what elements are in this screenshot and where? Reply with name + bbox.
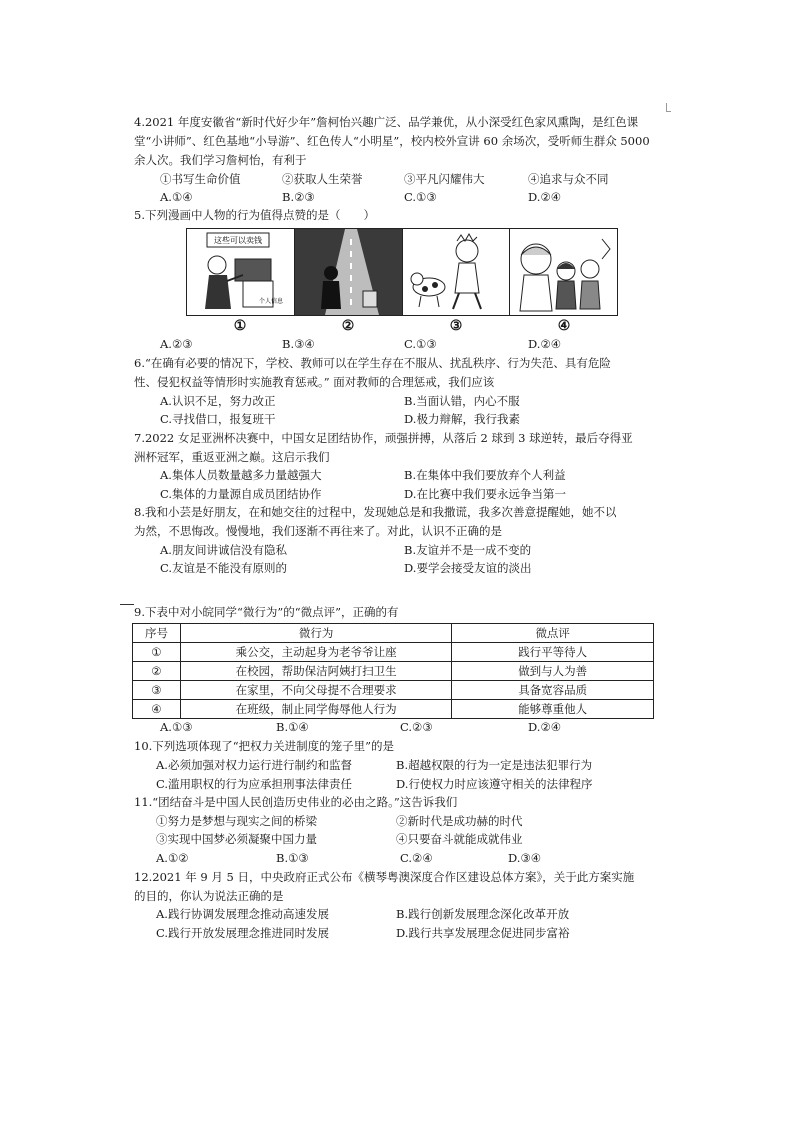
cell-comment: 做到与人为善 (452, 662, 654, 681)
q8-line-2: 为然，不思悔改。慢慢地，我们逐渐不再往来了。对此，认识不正确的是 (134, 524, 502, 538)
q11-item-3: ③实现中国梦必须凝聚中国力量 (156, 832, 317, 846)
q10-option-a[interactable]: A.必须加强对权力运行进行制约和监督 (156, 758, 352, 772)
q4-item-4: ④追求与众不同 (528, 172, 609, 186)
q7-option-a[interactable]: A.集体人员数量越多力量越强大 (160, 468, 322, 482)
q10-option-b[interactable]: B.超越权限的行为一定是违法犯罪行为 (396, 758, 593, 772)
q9-option-a[interactable]: A.①③ (160, 720, 193, 734)
cell-index: ① (133, 643, 181, 662)
table-header-row (133, 624, 654, 643)
header-index: 序号 (133, 624, 181, 643)
header-behavior: 微行为 (180, 624, 451, 643)
q7-option-c[interactable]: C.集体的力量源自成员团结协作 (160, 487, 322, 501)
panel1-sign-text-2: 个人信息 (258, 298, 284, 305)
cell-comment: 具备宽容品质 (452, 681, 654, 700)
q11-option-a[interactable]: A.①② (156, 851, 189, 865)
comic-panel-2 (295, 229, 403, 315)
q11-option-c[interactable]: C.②④ (400, 851, 433, 865)
comic-panel-3 (403, 229, 511, 315)
q8-line-1: 8.我和小芸是好朋友，在和她交往的过程中，发现她总是和我撒谎，我多次善意提醒她，她不以 (134, 505, 617, 519)
comic-panel-labels (186, 318, 618, 334)
q4-option-b[interactable]: B.②③ (282, 190, 315, 204)
q7-option-b[interactable]: B.在集体中我们要放弃个人利益 (404, 468, 566, 482)
q12-line-1: 12.2021 年 9 月 5 日，中央政府正式公布《横琴粤澳深度合作区建设总体方案》，关于此方案实施 (134, 870, 635, 884)
q12-option-c[interactable]: C.践行开放发展理念推进同时发展 (156, 926, 330, 940)
q4-option-d[interactable]: D.②④ (528, 190, 562, 204)
q10-option-c[interactable]: C.滥用职权的行为应承担刑事法律责任 (156, 777, 353, 791)
q6-line-1: 6.“在确有必要的情况下，学校、教师可以在学生存在不服从、扰乱秩序、行为失范、具有危险 (134, 356, 611, 370)
comic-panel-1 (187, 229, 295, 315)
panel-label-1: ① (233, 318, 247, 334)
q9-stem: 9.下表中对小皖同学“微行为”的“微点评”，正确的有 (134, 605, 399, 619)
q9-option-b[interactable]: B.①④ (276, 720, 309, 734)
q4-item-3: ③平凡闪耀伟大 (404, 172, 485, 186)
q5-option-a[interactable]: A.②③ (160, 337, 193, 351)
panel1-sign-text: 这些可以卖钱 (214, 236, 262, 245)
cell-comment: 能够尊重他人 (452, 700, 654, 719)
q8-option-b[interactable]: B.友谊并不是一成不变的 (404, 543, 532, 557)
q12-option-b[interactable]: B.践行创新发展理念深化改革开放 (396, 907, 570, 921)
q11-option-b[interactable]: B.①③ (276, 851, 309, 865)
q5-option-d[interactable]: D.②④ (528, 337, 562, 351)
panel-label-3: ③ (449, 318, 463, 334)
q4-item-1: ①书写生命价值 (160, 172, 241, 186)
q9-table (132, 623, 654, 719)
header-comment: 微点评 (452, 624, 654, 643)
q11-item-4: ④只要奋斗就能成就伟业 (396, 832, 523, 846)
cell-index: ③ (133, 681, 181, 700)
panel-label-4: ④ (557, 318, 571, 334)
q4-line-3: 余人次。我们学习詹柯怡，有利于 (134, 153, 307, 167)
cell-behavior: 在家里，不向父母提不合理要求 (180, 681, 451, 700)
q4-line-1: 4.2021 年度安徽省“新时代好少年”詹柯怡兴趣广泛、品学兼优，从小深受红色家风熏陶，是红色课 (134, 115, 639, 129)
q5-stem: 5.下列漫画中人物的行为值得点赞的是（ ） (134, 208, 375, 222)
q4-option-a[interactable]: A.①④ (160, 190, 193, 204)
cell-behavior: 在校园，帮助保洁阿姨打扫卫生 (180, 662, 451, 681)
q6-option-b[interactable]: B.当面认错，内心不服 (404, 394, 520, 408)
q10-option-d[interactable]: D.行使权力时应该遵守相关的法律程序 (396, 777, 593, 791)
comic-panel-4 (510, 229, 617, 315)
cell-index: ② (133, 662, 181, 681)
q12-option-d[interactable]: D.践行共享发展理念促进同步富裕 (396, 926, 570, 940)
scan-corner-mark (666, 103, 671, 112)
q5-option-b[interactable]: B.③④ (282, 337, 315, 351)
q6-option-c[interactable]: C.寻找借口，报复班干 (160, 412, 276, 426)
q11-stem: 11.“团结奋斗是中国人民创造历史伟业的必由之路。”这告诉我们 (134, 795, 458, 809)
q7-line-1: 7.2022 女足亚洲杯决赛中，中国女足团结协作，顽强拼搏，从落后 2 球到 3 球逆转，最后夺得亚 (134, 431, 633, 445)
q9-option-d[interactable]: D.②④ (528, 720, 562, 734)
table-row (133, 643, 654, 662)
cell-behavior: 在班级，制止同学侮辱他人行为 (180, 700, 451, 719)
q11-item-2: ②新时代是成功赫的时代 (396, 814, 523, 828)
q6-option-d[interactable]: D.极力辩解，我行我素 (404, 412, 520, 426)
q4-item-2: ②获取人生荣誉 (282, 172, 363, 186)
comic-strip (186, 228, 618, 316)
q12-option-a[interactable]: A.践行协调发展理念推动高速发展 (156, 907, 329, 921)
scan-dash-mark (120, 604, 134, 605)
q5-option-c[interactable]: C.①③ (404, 337, 437, 351)
q7-option-d[interactable]: D.在比赛中我们要永远争当第一 (404, 487, 566, 501)
q8-option-d[interactable]: D.要学会接受友谊的淡出 (404, 561, 532, 575)
q8-option-c[interactable]: C.友谊是不能没有原则的 (160, 561, 288, 575)
q9-option-c[interactable]: C.②③ (400, 720, 433, 734)
q11-item-1: ①努力是梦想与现实之间的桥梁 (156, 814, 317, 828)
panel-label-2: ② (341, 318, 355, 334)
table-row (133, 662, 654, 681)
cell-comment: 践行平等待人 (452, 643, 654, 662)
cell-index: ④ (133, 700, 181, 719)
q12-line-2: 的目的，你认为说法正确的是 (134, 889, 284, 903)
q7-line-2: 洲杯冠军，重返亚洲之巅。这启示我们 (134, 450, 330, 464)
q8-option-a[interactable]: A.朋友间讲诚信没有隐私 (160, 543, 287, 557)
q11-option-d[interactable]: D.③④ (508, 851, 542, 865)
q4-option-c[interactable]: C.①③ (404, 190, 437, 204)
cell-behavior: 乘公交，主动起身为老爷爷让座 (180, 643, 451, 662)
q4-line-2: 堂“小讲师”、红色基地“小导游”、红色传人“小明星”，校内校外宣讲 60 余场次，受听师生群众 5000 (134, 134, 650, 148)
q6-line-2: 性、侵犯权益等情形时实施教育惩戒。” 面对教师的合理惩戒，我们应该 (134, 375, 495, 389)
table-row (133, 700, 654, 719)
table-row (133, 681, 654, 700)
q6-option-a[interactable]: A.认识不足，努力改正 (160, 394, 276, 408)
q10-stem: 10.下列选项体现了“把权力关进制度的笼子里”的是 (134, 739, 395, 753)
